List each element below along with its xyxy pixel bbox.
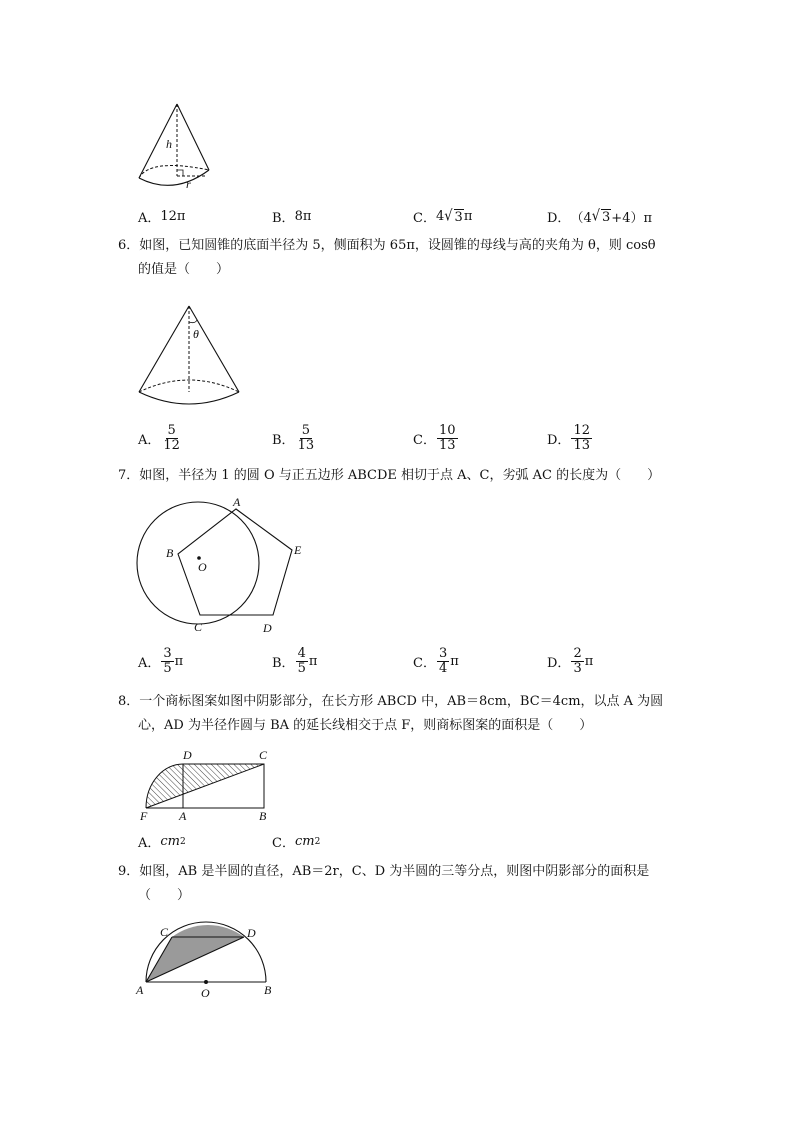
label-D: D (263, 621, 272, 635)
option-label: D． (547, 433, 571, 448)
label-C: C (160, 925, 169, 939)
option-c-q7[interactable] (413, 647, 459, 676)
fraction (571, 424, 592, 453)
question-9 (118, 860, 678, 908)
label-A: A (233, 495, 241, 509)
option-label: B． (272, 433, 295, 448)
option-coef: 4 (435, 209, 445, 224)
fraction (571, 647, 583, 676)
option-suffix: π (308, 654, 318, 669)
denominator: 13 (438, 438, 456, 453)
label-E: E (294, 543, 302, 557)
denominator: 3 (573, 661, 582, 676)
question-9-line2: （ ） (138, 888, 191, 903)
circle-pentagon-figure-q7 (132, 494, 312, 639)
question-8 (118, 690, 678, 738)
option-d-q7[interactable] (547, 647, 593, 676)
option-label: C． (413, 656, 436, 671)
question-8-line1: 8．一个商标图案如图中阴影部分，在长方形 ABCD 中，AB＝8cm，BC＝4cm，以点 A 为圆 (118, 694, 664, 709)
option-a-q7[interactable] (138, 647, 183, 676)
numerator: 2 (573, 646, 582, 661)
denominator: 13 (297, 438, 315, 453)
question-6-line1: 6．如图，已知圆锥的底面半径为 5，侧面积为 65π，设圆锥的母线与高的夹角为 θ，则 cosθ (118, 238, 656, 253)
label-B: B (264, 983, 272, 997)
label-C: C (194, 620, 203, 634)
sqrt-icon: √ (591, 207, 601, 226)
option-exp: 2 (180, 836, 186, 847)
option-d-q5[interactable] (547, 207, 652, 226)
denominator: 5 (163, 661, 172, 676)
option-value: 8π (294, 209, 312, 224)
option-a-q6[interactable] (138, 424, 183, 453)
numerator: 5 (301, 423, 310, 438)
label-r: r (186, 177, 191, 191)
option-c-q8[interactable] (272, 832, 320, 851)
fraction (161, 424, 182, 453)
label-B: B (259, 809, 267, 822)
label-F: F (140, 809, 148, 822)
option-label: B． (272, 656, 295, 671)
question-8-line2: 心，AD 为半径作圆与 BA 的延长线相交于点 F，则商标图案的面积是（ ） (138, 718, 593, 733)
option-d-q6[interactable] (547, 424, 593, 453)
option-c-q6[interactable] (413, 424, 459, 453)
option-b-q5[interactable] (272, 207, 311, 226)
radicand: 3 (454, 209, 463, 225)
denominator: 5 (297, 661, 306, 676)
option-unit: cm (160, 834, 180, 849)
option-label: A． (138, 656, 161, 671)
label-theta: θ (193, 327, 199, 341)
option-label: A． (138, 433, 161, 448)
question-9-line1: 9．如图，AB 是半圆的直径，AB＝2r，C、D 为半圆的三等分点，则图中阴影部分的面积是 (118, 864, 650, 879)
fraction (437, 424, 458, 453)
option-label: A． (138, 836, 161, 851)
label-D: D (183, 748, 192, 762)
question-6 (118, 234, 678, 282)
numerator: 3 (438, 646, 448, 661)
label-O: O (201, 986, 210, 1000)
option-label: C． (413, 211, 436, 226)
denominator: 13 (573, 438, 590, 453)
option-value: 12π (160, 209, 186, 224)
option-unit: cm (294, 834, 315, 849)
label-A: A (179, 809, 187, 822)
question-7 (118, 464, 678, 488)
label-C: C (259, 748, 268, 762)
question-7-line1: 7．如图，半径为 1 的圆 O 与正五边形 ABCDE 相切于点 A、C，劣弧 AC 的长度为（ ） (118, 468, 661, 483)
question-6-line2: 的值是（ ） (138, 262, 230, 277)
option-b-q6[interactable] (272, 424, 317, 453)
numerator: 12 (573, 423, 590, 438)
option-exp: 2 (314, 836, 321, 847)
numerator: 10 (438, 423, 456, 438)
cone-figure-q5 (130, 96, 220, 196)
label-B: B (166, 546, 174, 560)
option-suffix: +4）π (611, 211, 653, 226)
label-h: h (166, 137, 172, 151)
option-a-q8[interactable] (138, 832, 186, 851)
option-label: C． (413, 433, 436, 448)
fraction (296, 424, 317, 453)
radicand: 3 (602, 209, 611, 225)
option-label: D． (547, 656, 571, 671)
fraction (296, 647, 308, 676)
option-label: C． (272, 836, 295, 851)
denominator: 4 (438, 661, 448, 676)
label-A: A (136, 983, 144, 997)
numerator: 3 (163, 646, 172, 661)
option-label: D． (547, 211, 571, 226)
option-prefix: （4 (570, 211, 592, 226)
option-suffix: π (463, 209, 473, 224)
option-suffix: π (450, 654, 459, 669)
option-label: A． (138, 211, 161, 226)
denominator: 12 (163, 438, 180, 453)
option-suffix: π (174, 654, 184, 669)
option-c-q5[interactable] (413, 207, 472, 226)
fraction (437, 647, 449, 676)
numerator: 4 (297, 646, 306, 661)
option-suffix: π (584, 654, 594, 669)
cone-figure-q6 (134, 300, 244, 412)
option-b-q7[interactable] (272, 647, 317, 676)
numerator: 5 (167, 423, 176, 438)
sqrt-icon: √ (444, 207, 453, 226)
rectangle-logo-figure-q8 (136, 746, 276, 822)
option-a-q5[interactable] (138, 207, 185, 226)
label-O: O (198, 560, 207, 574)
fraction (161, 647, 173, 676)
option-label: B． (272, 211, 295, 226)
semicircle-figure-q9 (134, 914, 284, 1000)
label-D: D (247, 926, 256, 940)
